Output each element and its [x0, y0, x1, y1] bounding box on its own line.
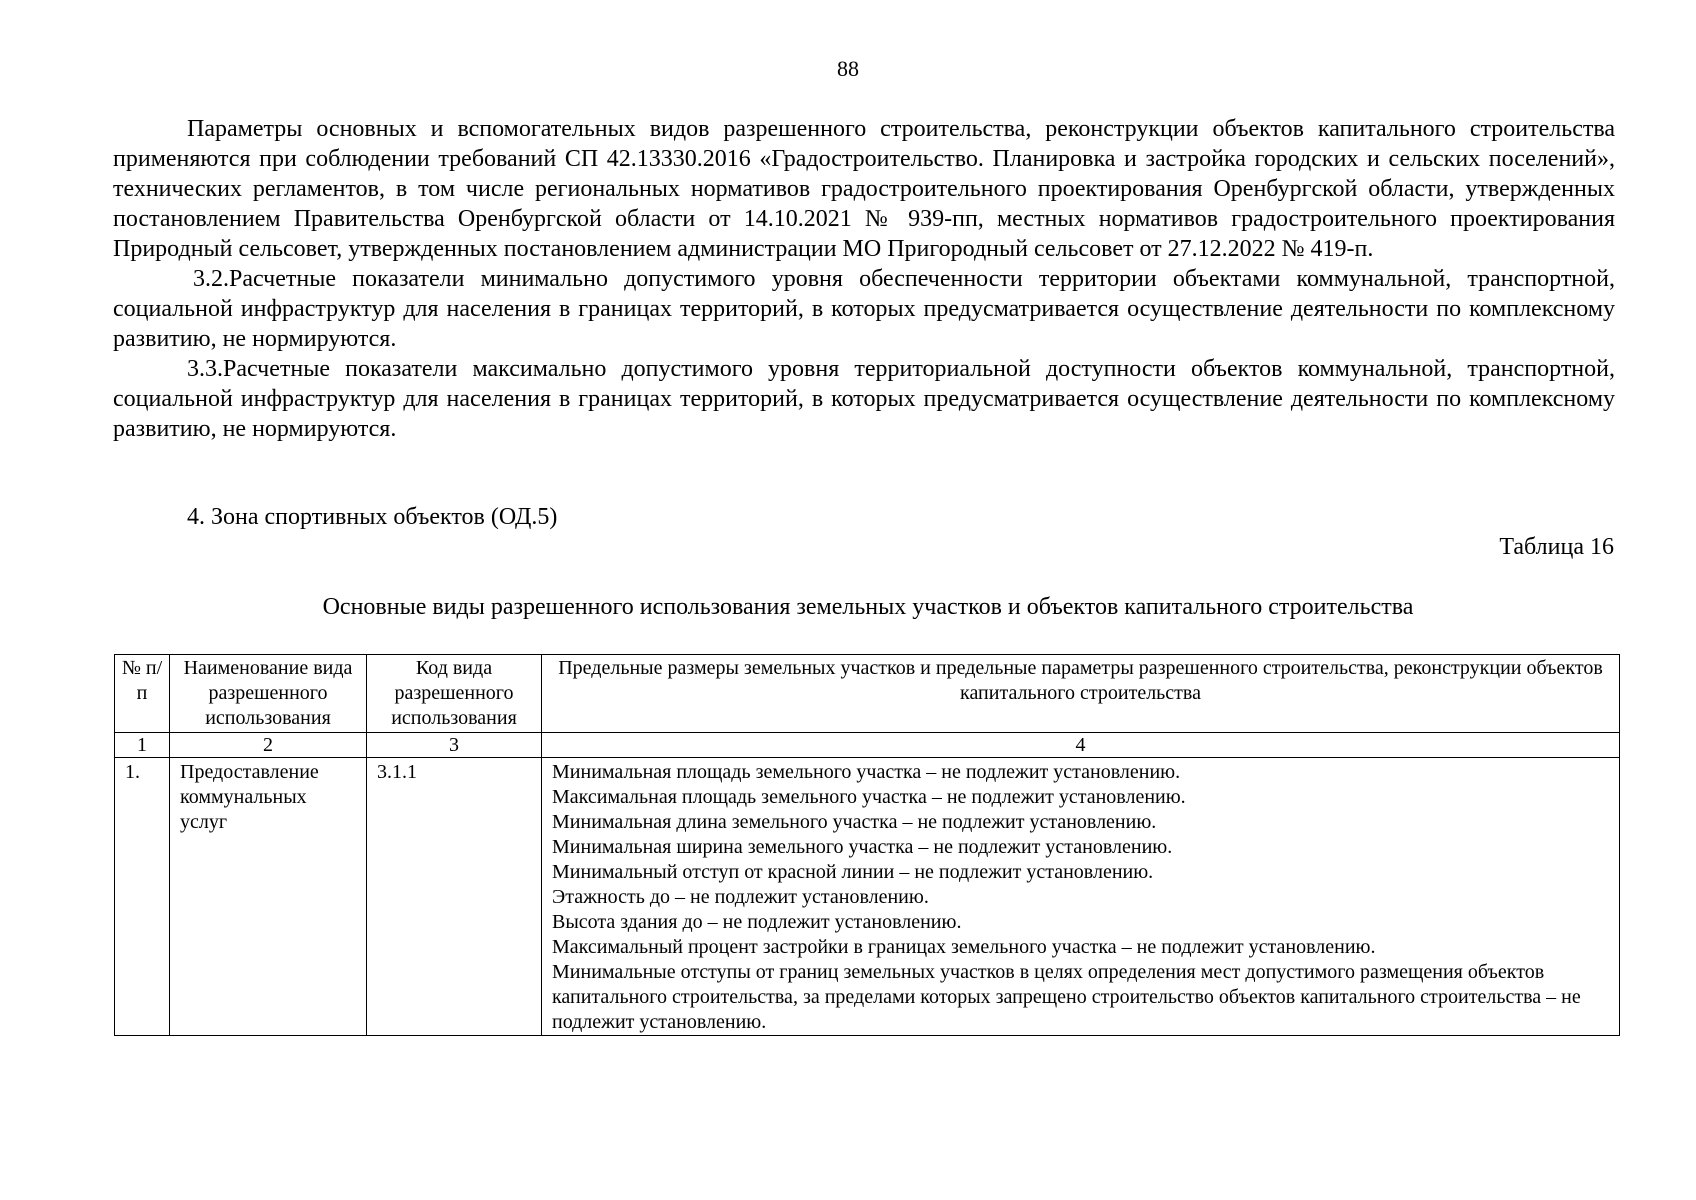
- row-num: 1.: [115, 758, 170, 1036]
- paragraph-parameters: Параметры основных и вспомогательных видов разрешенного строительства, реконструкции объектов капитального строительства применяются при соблюдении требований СП 42.13330.2016 «Градостроительство. Планировка и застройка городских и сельских поселений», технических регламентов, в том числе региональных нормативов градостроительного проектирования Оренбургской области, утвержденных постановлением Правительства Оренбургской области от 14.10.2021 № 939-пп, местных нормативов градостроительного проектирования Природный сельсовет, утвержденных постановлением администрации МО Пригородный сельсовет от 27.12.2022 № 419-п.: [113, 116, 1615, 262]
- header-name: Наименование вида разрешенного использования: [170, 655, 367, 733]
- table-header-row: [115, 655, 1620, 733]
- param-line: Минимальный отступ от красной линии – не подлежит установлению.: [552, 861, 1154, 883]
- param-line: Максимальный процент застройки в границах земельного участка – не подлежит установлению.: [552, 936, 1376, 958]
- param-line: Минимальная ширина земельного участка – не подлежит установлению.: [552, 836, 1173, 858]
- table-title: Основные виды разрешенного использования земельных участков и объектов капитального строительства: [322, 594, 1414, 620]
- row-params: [542, 758, 1620, 1036]
- param-line: Высота здания до – не подлежит установлению.: [552, 911, 962, 933]
- permitted-use-table: [114, 654, 1620, 1036]
- paragraph-3-2: 3.2.Расчетные показатели минимально допустимого уровня обеспеченности территории объектами коммунальной, транспортной, социальной инфраструктур для населения в границах территорий, в которых предусматривается осуществление деятельности по комплексному развитию, не нормируются.: [113, 266, 1615, 352]
- param-line: Минимальная длина земельного участка – не подлежит установлению.: [552, 811, 1157, 833]
- table-index-row: [115, 733, 1620, 758]
- row-code: 3.1.1: [367, 758, 542, 1036]
- table-row: [115, 758, 1620, 1036]
- param-line: Минимальная площадь земельного участка – не подлежит установлению.: [552, 761, 1181, 783]
- header-code: Код вида разрешенного использования: [367, 655, 542, 733]
- header-params: Предельные размеры земельных участков и предельные параметры разрешенного строительства, реконструкции объектов капитального строительства: [542, 655, 1620, 733]
- table-caption: Таблица 16: [1499, 534, 1614, 560]
- header-num: № п/п: [115, 655, 170, 733]
- param-line: Максимальная площадь земельного участка – не подлежит установлению.: [552, 786, 1186, 808]
- index-cell: 4: [542, 733, 1620, 758]
- param-line: Минимальные отступы от границ земельных участков в целях определения мест допустимого размещения объектов капитального строительства, за пределами которых запрещено строительство объектов капитального строительства – не подлежит установлению.: [552, 961, 1581, 1033]
- index-cell: 3: [367, 733, 542, 758]
- page-number: 88: [837, 56, 859, 81]
- param-line: Этажность до – не подлежит установлению.: [552, 886, 929, 908]
- index-cell: 1: [115, 733, 170, 758]
- body-text: [113, 114, 1615, 444]
- section-heading: 4. Зона спортивных объектов (ОД.5): [187, 504, 558, 530]
- index-cell: 2: [170, 733, 367, 758]
- paragraph-3-3: 3.3.Расчетные показатели максимально допустимого уровня территориальной доступности объектов коммунальной, транспортной, социальной инфраструктур для населения в границах территорий, в которых предусматривается осуществление деятельности по комплексному развитию, не нормируются.: [113, 356, 1615, 442]
- row-name: Предоставление коммунальных услуг: [170, 758, 367, 1036]
